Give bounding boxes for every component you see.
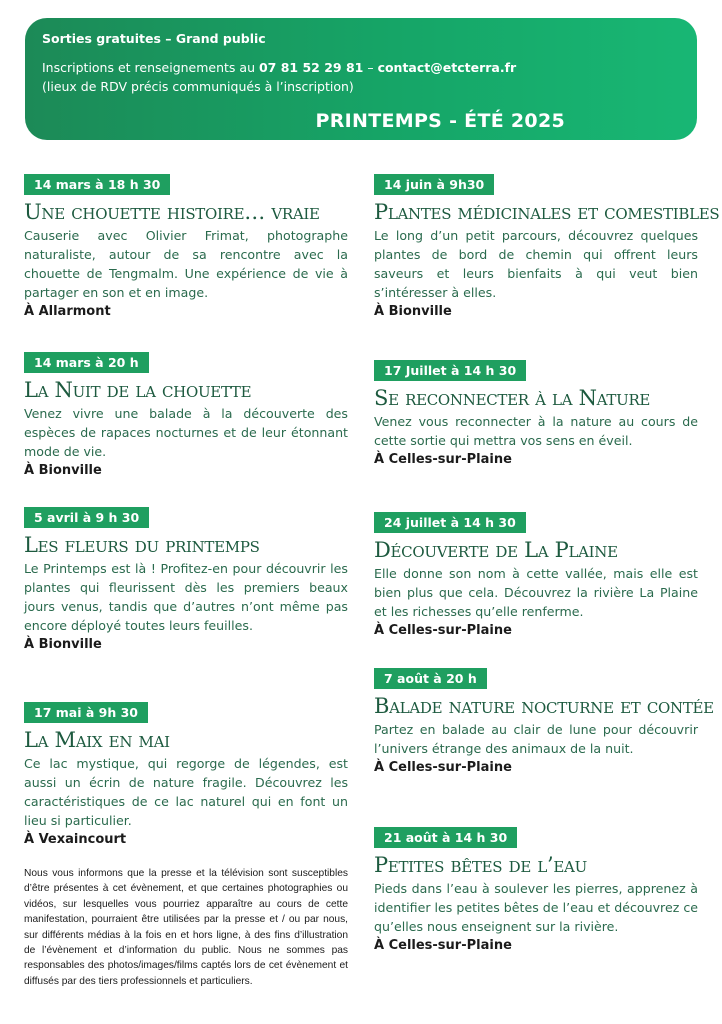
event-card — [374, 668, 714, 777]
event-title: Une chouette histoire… vraie — [24, 200, 320, 224]
event-location: À Celles-sur-Plaine — [374, 760, 512, 775]
event-card — [24, 352, 348, 480]
event-title: Petites bêtes de l’eau — [374, 853, 587, 877]
event-date: 7 août à 20 h — [374, 668, 487, 689]
event-location: À Celles-sur-Plaine — [374, 938, 512, 953]
header-banner — [25, 18, 697, 140]
event-title: Découverte de La Plaine — [374, 538, 618, 562]
event-card — [374, 512, 698, 640]
event-description: Pieds dans l’eau à soulever les pierres, apprenez à identifier les petites bêtes de l’eau et découvrez ce qu’elles nous enseignent sur la rivière. — [374, 881, 698, 934]
event-date: 17 Juillet à 14 h 30 — [374, 360, 526, 381]
event-location: À Bionville — [24, 463, 102, 478]
event-card — [24, 702, 348, 849]
event-description: Venez vivre une balade à la découverte des espèces de rapaces nocturnes et de leur étonnant mode de vie. — [24, 406, 348, 459]
event-location: À Celles-sur-Plaine — [374, 452, 512, 467]
event-location: À Bionville — [24, 637, 102, 652]
event-date: 14 mars à 20 h — [24, 352, 149, 373]
event-title: Balade nature nocturne et contée — [374, 694, 714, 718]
event-card — [24, 174, 348, 321]
event-description: Partez en balade au clair de lune pour découvrir l’univers étrange des animaux de la nuit. — [374, 722, 698, 756]
event-title: La Maix en mai — [24, 728, 170, 752]
event-location: À Allarmont — [24, 304, 111, 319]
event-location: À Celles-sur-Plaine — [374, 623, 512, 638]
event-date: 17 mai à 9h 30 — [24, 702, 148, 723]
event-title: Les fleurs du printemps — [24, 533, 260, 557]
event-location: À Bionville — [374, 304, 452, 319]
event-title: La Nuit de la chouette — [24, 378, 252, 402]
press-notice: Nous vous informons que la presse et la télévision sont susceptibles d’être présentes à cet évènement, et que certaines photographies ou vidéos, sur lesquelles vous pourriez apparaître au cours de cette manifestation, pourraient être utilisées par la presse et / ou par nous, sur différents médias à la fois en et hors ligne, à des fins d’illustration de l’évènement et d’information du public. Nous ne sommes pas responsables des photos/images/films captés lors de cet évènement et diffusés par des tiers professionnels et particuliers. — [24, 868, 348, 987]
event-card — [374, 827, 698, 955]
event-title: Plantes médicinales et comestibles — [374, 200, 720, 224]
event-title: Se reconnecter à la Nature — [374, 386, 651, 410]
header-subtitle: Sorties gratuites – Grand public — [42, 31, 266, 46]
event-card — [24, 507, 348, 654]
event-card — [374, 174, 720, 321]
event-date: 24 juillet à 14 h 30 — [374, 512, 526, 533]
event-card — [374, 360, 698, 469]
event-date: 5 avril à 9 h 30 — [24, 507, 149, 528]
event-description: Venez vous reconnecter à la nature au cours de cette sortie qui mettra vos sens en éveil. — [374, 414, 698, 448]
event-description: Elle donne son nom à cette vallée, mais elle est bien plus que cela. Découvrez la rivière La Plaine et les richesses qu’elle renferme. — [374, 566, 698, 619]
event-description: Ce lac mystique, qui regorge de légendes, est aussi un écrin de nature fragile. Découvrez les caractéristiques de ce lac naturel qui en font un lieu si particulier. — [24, 756, 348, 828]
phone-number[interactable]: 07 81 52 29 81 — [258, 60, 364, 75]
event-location: À Vexaincourt — [24, 832, 127, 847]
event-description: Le long d’un petit parcours, découvrez quelques plantes de bord de chemin qui offrent leurs saveurs et leurs bienfaits à qui veut bien s’intéresser à elles. — [374, 228, 698, 300]
season-title: PRINTEMPS - ÉTÉ 2025 — [315, 110, 565, 132]
event-description: Le Printemps est là ! Profitez-en pour découvrir les plantes qui fleurissent dès les premiers beaux jours venus, tandis que d’autres n’ont même pas encore déployé toutes leurs feuilles. — [24, 561, 348, 633]
event-date: 21 août à 14 h 30 — [374, 827, 517, 848]
rdv-note: (lieux de RDV précis communiqués à l’inscription) — [42, 79, 354, 94]
contact-prefix: Inscriptions et renseignements au — [42, 60, 259, 75]
event-date: 14 mars à 18 h 30 — [24, 174, 170, 195]
event-description: Causerie avec Olivier Frimat, photographe naturaliste, autour de sa rencontre avec la chouette de Tengmalm. Une expérience de vie à partager en son et en image. — [24, 228, 348, 300]
event-date: 14 juin à 9h30 — [374, 174, 494, 195]
contact-email[interactable]: contact@etcterra.fr — [377, 60, 517, 75]
contact-line — [42, 60, 516, 75]
contact-separator: – — [363, 60, 378, 75]
